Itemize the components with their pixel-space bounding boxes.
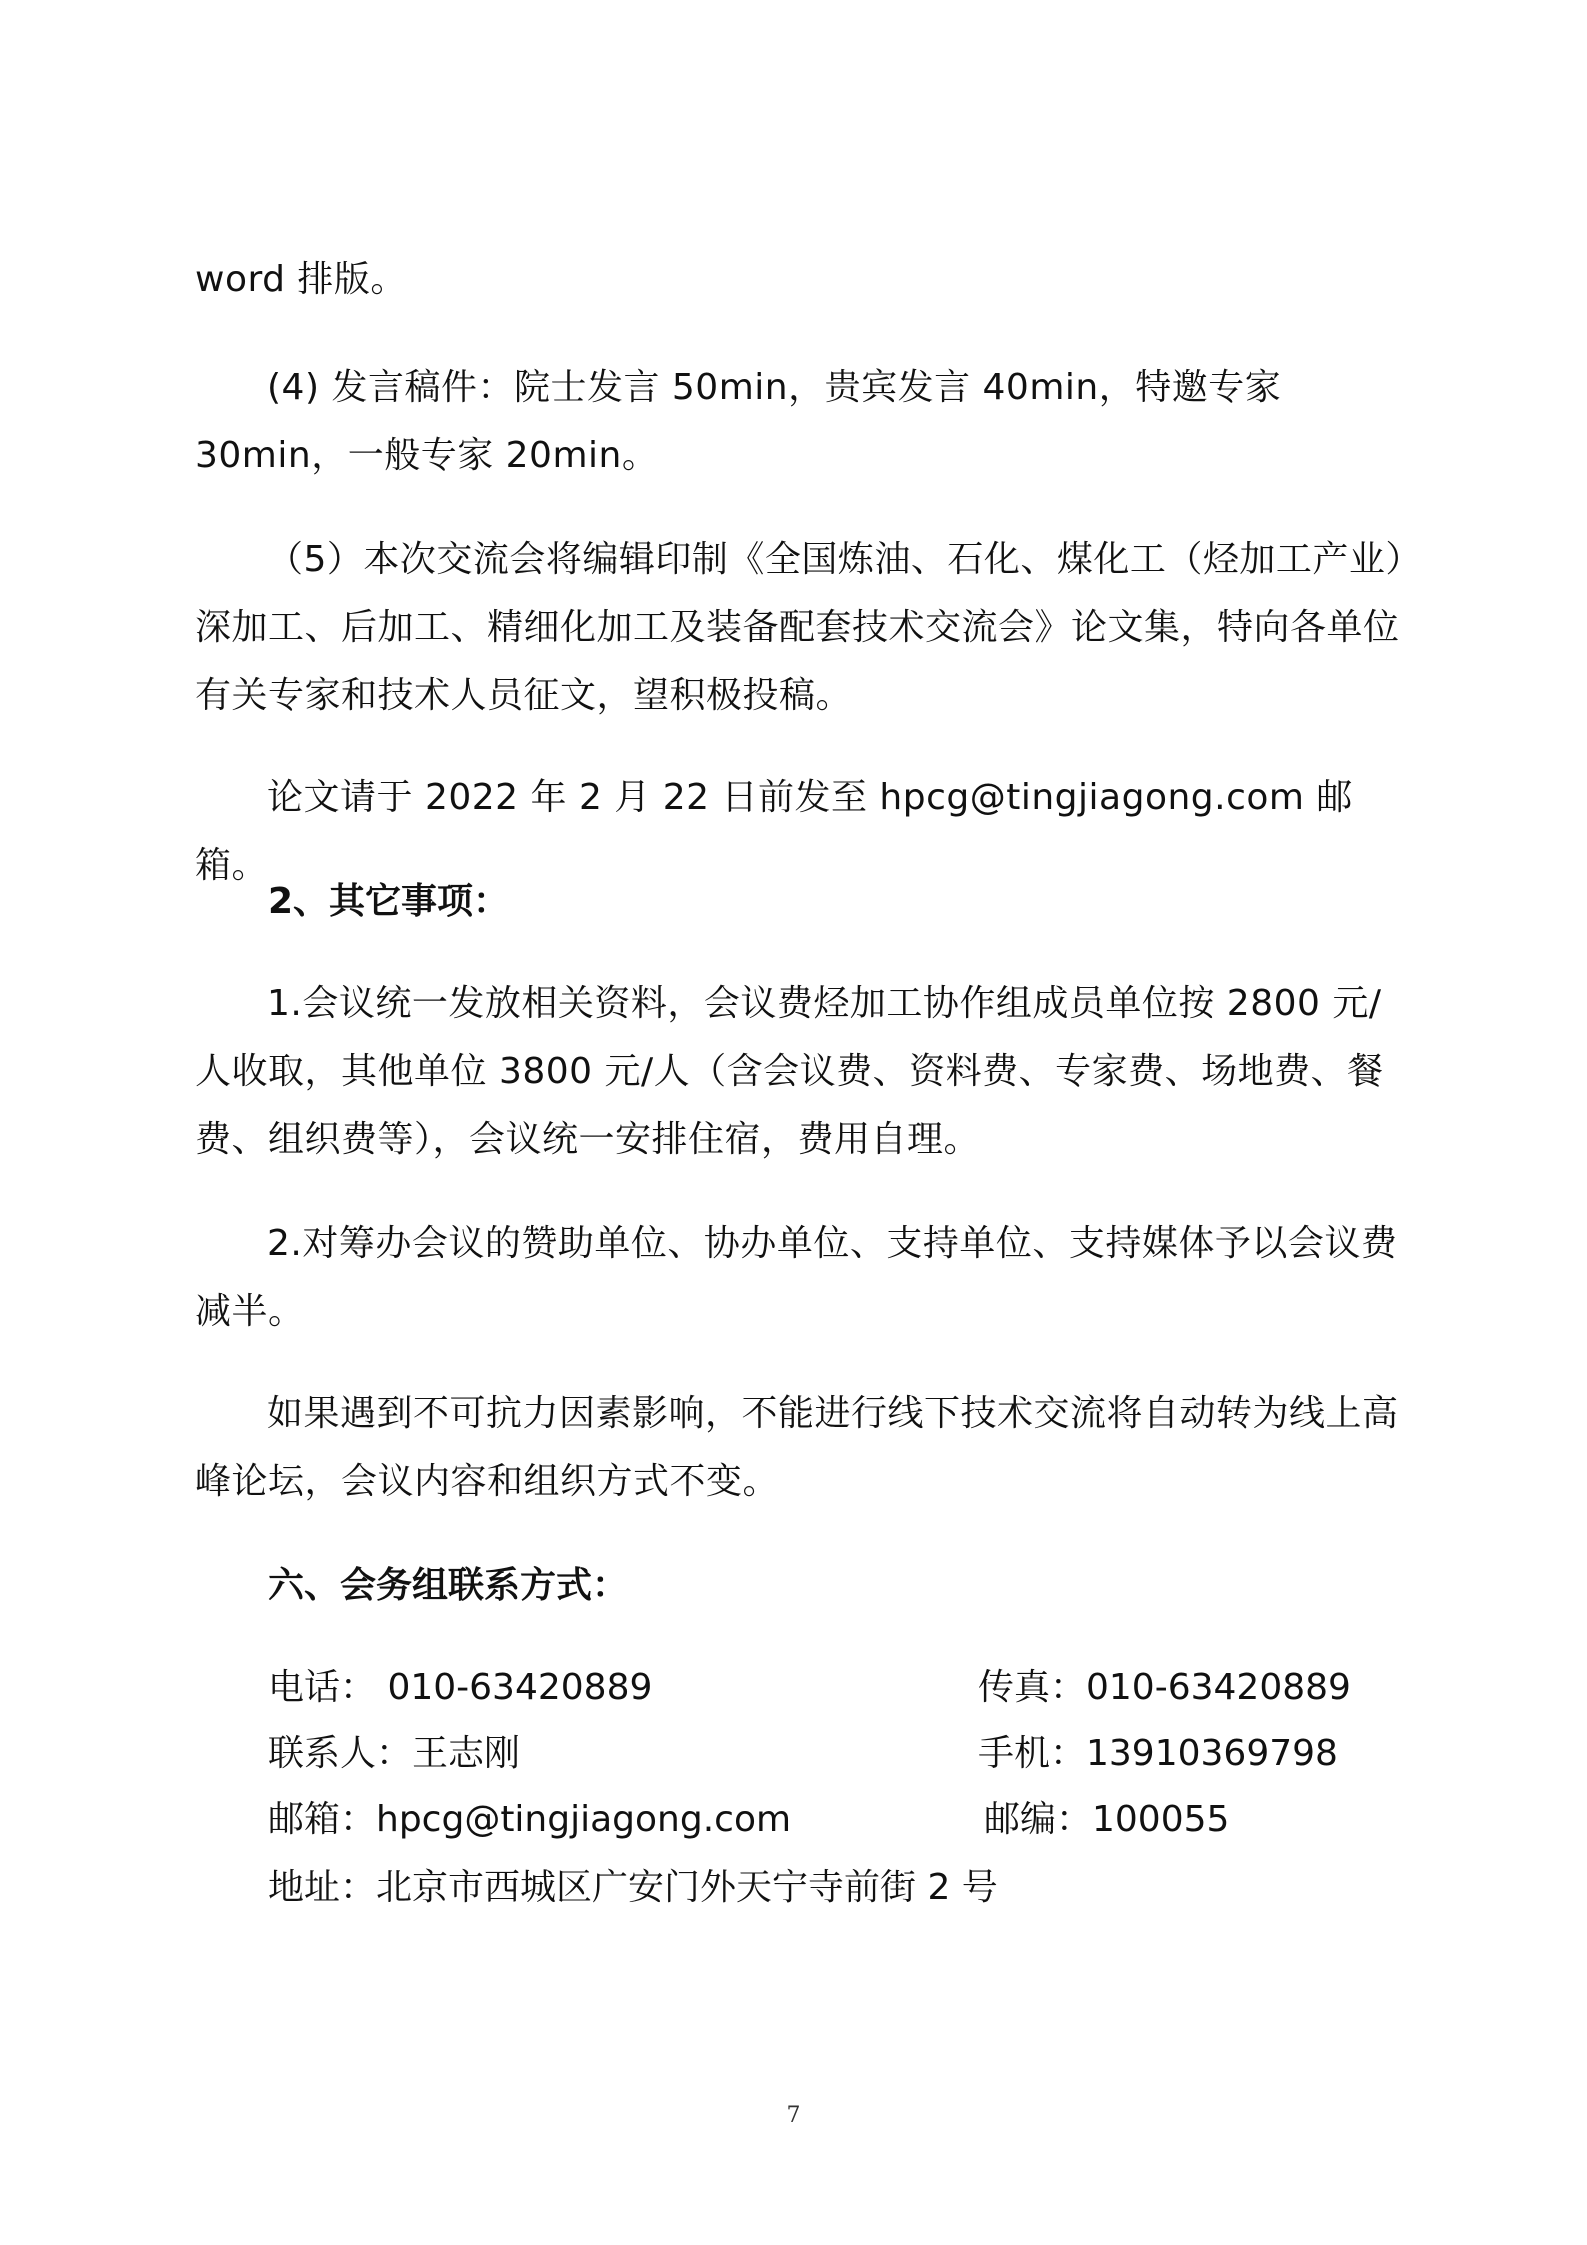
contact-email: 邮箱：hpcg@tingjiagong.com [268, 1799, 792, 1840]
paragraph-word-layout: word 排版。 [195, 259, 407, 300]
paragraph-paper-collection: （5）本次交流会将编辑印制《全国炼油、石化、煤化工（烃加工产业）深加工、后加工、精细化加工及装备配套技术交流会》论文集，特向各单位有关专家和技术人员征文，望积极投稿。 [195, 539, 1404, 716]
contact-person: 联系人：王志刚 [268, 1733, 521, 1774]
contact-fax: 传真：010-63420889 [978, 1667, 1351, 1708]
list-item-sponsor-discount: 2.对筹办会议的赞助单位、协办单位、支持单位、支持媒体予以会议费减半。 [195, 1223, 1398, 1332]
contact-address: 地址：北京市西城区广安门外天宁寺前街 2 号 [268, 1867, 998, 1908]
list-item-meeting-fee: 1.会议统一发放相关资料，会议费烃加工协作组成员单位按 2800 元/人收取，其他单位 3800 元/人（含会议费、资料费、专家费、场地费、餐费、组织费等），会议统一安排住宿，费用自理。 [195, 983, 1384, 1160]
page-number: 7 [786, 2103, 801, 2128]
paragraph-speech-duration: (4) 发言稿件：院士发言 50min，贵宾发言 40min，特邀专家 30min，一般专家 20min。 [195, 367, 1294, 476]
contact-postcode: 邮编：100055 [984, 1799, 1230, 1840]
section-heading-other-matters: 2、其它事项： [268, 881, 510, 922]
section-heading-contact: 六、会务组联系方式： [268, 1565, 629, 1606]
contact-mobile: 手机：13910369798 [978, 1733, 1338, 1774]
paragraph-force-majeure: 如果遇到不可抗力因素影响，不能进行线下技术交流将自动转为线上高峰论坛，会议内容和组织方式不变。 [195, 1393, 1399, 1502]
contact-phone: 电话： 010-63420889 [268, 1667, 653, 1708]
paragraph-paper-deadline: 论文请于 2022 年 2 月 22 日前发至 hpcg@tingjiagong.com 邮箱。 [195, 777, 1353, 886]
